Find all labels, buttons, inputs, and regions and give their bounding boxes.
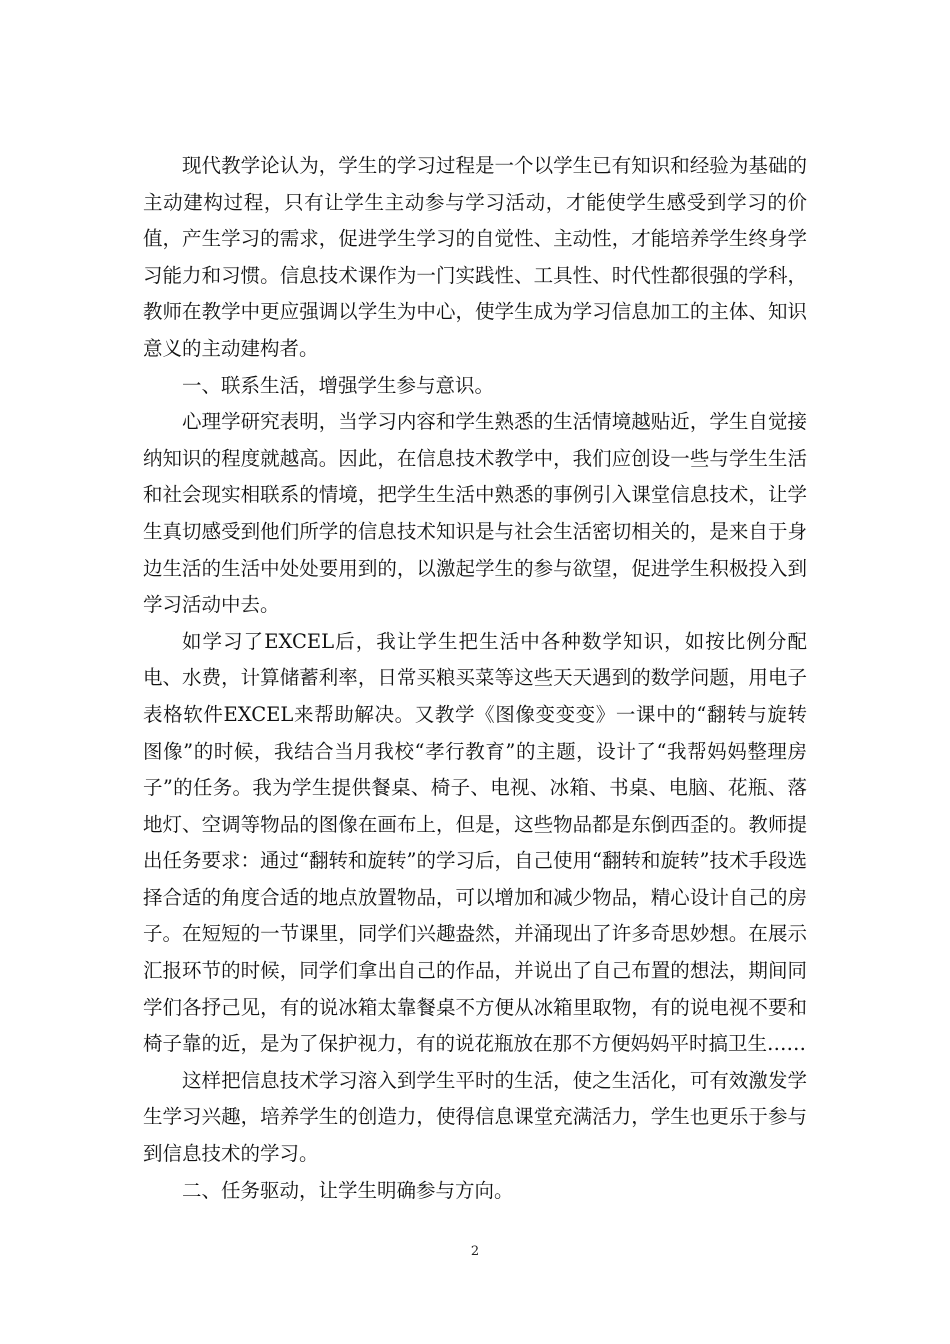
paragraph-summary: 这样把信息技术学习溶入到学生平时的生活，使之生活化，可有效激发学生学习兴趣，培养学生的创造力，使得信息课堂充满活力，学生也更乐于参与到信息技术的学习。 bbox=[143, 1068, 807, 1166]
paragraph-psychology: 心理学研究表明，当学习内容和学生熟悉的生活情境越贴近，学生自觉接纳知识的程度就越高。因此，在信息技术教学中，我们应创设一些与学生生活和社会现实相联系的情境，把学生生活中熟悉的事例引入课堂信息技术，让学生真切感受到他们所学的信息技术知识是与社会生活密切相关的，是来自于身边生活的生活中处处要用到的，以激起学生的参与欲望，促进学生积极投入到学习活动中去。 bbox=[143, 410, 807, 617]
section-heading-1: 一、联系生活，增强学生参与意识。 bbox=[182, 373, 495, 397]
page-number: 2 bbox=[470, 1244, 480, 1259]
section-heading-2: 二、任务驱动，让学生明确参与方向。 bbox=[182, 1178, 514, 1202]
paragraph-intro: 现代教学论认为，学生的学习过程是一个以学生已有知识和经验为基础的主动建构过程，只有让学生主动参与学习活动，才能使学生感受到学习的价值，产生学习的需求，促进学生学习的自觉性、主动性，才能培养学生终身学习能力和习惯。信息技术课作为一门实践性、工具性、时代性都很强的学科，教师在教学中更应强调以学生为中心，使学生成为学习信息加工的主体、知识意义的主动建构者。 bbox=[143, 154, 807, 360]
paragraph-example: 如学习了EXCEL后，我让学生把生活中各种数学知识，如按比例分配电、水费，计算储蓄利率，日常买粮买菜等这些天天遇到的数学问题，用电子表格软件EXCEL来帮助解决。又教学《图像变变变》一课中的“翻转与旋转图像”的时候，我结合当月我校“孝行教育”的主题，设计了“我帮妈妈整理房子”的任务。我为学生提供餐桌、椅子、电视、冰箱、书桌、电脑、花瓶、落地灯、空调等物品的图像在画布上，但是，这些物品都是东倒西歪的。教师提出任务要求：通过“翻转和旋转”的学习后，自己使用“翻转和旋转”技术手段选择合适的角度合适的地点放置物品，可以增加和减少物品，精心设计自己的房子。在短短的一节课里，同学们兴趣盎然，并涌现出了许多奇思妙想。在展示汇报环节的时候，同学们拿出自己的作品，并说出了自己布置的想法，期间同学们各抒己见，有的说冰箱太靠餐桌不方便从冰箱里取物，有的说电视不要和椅子靠的近，是为了保护视力，有的说花瓶放在那不方便妈妈平时搞卫生…… bbox=[143, 629, 807, 1056]
document-body bbox=[143, 148, 807, 1209]
